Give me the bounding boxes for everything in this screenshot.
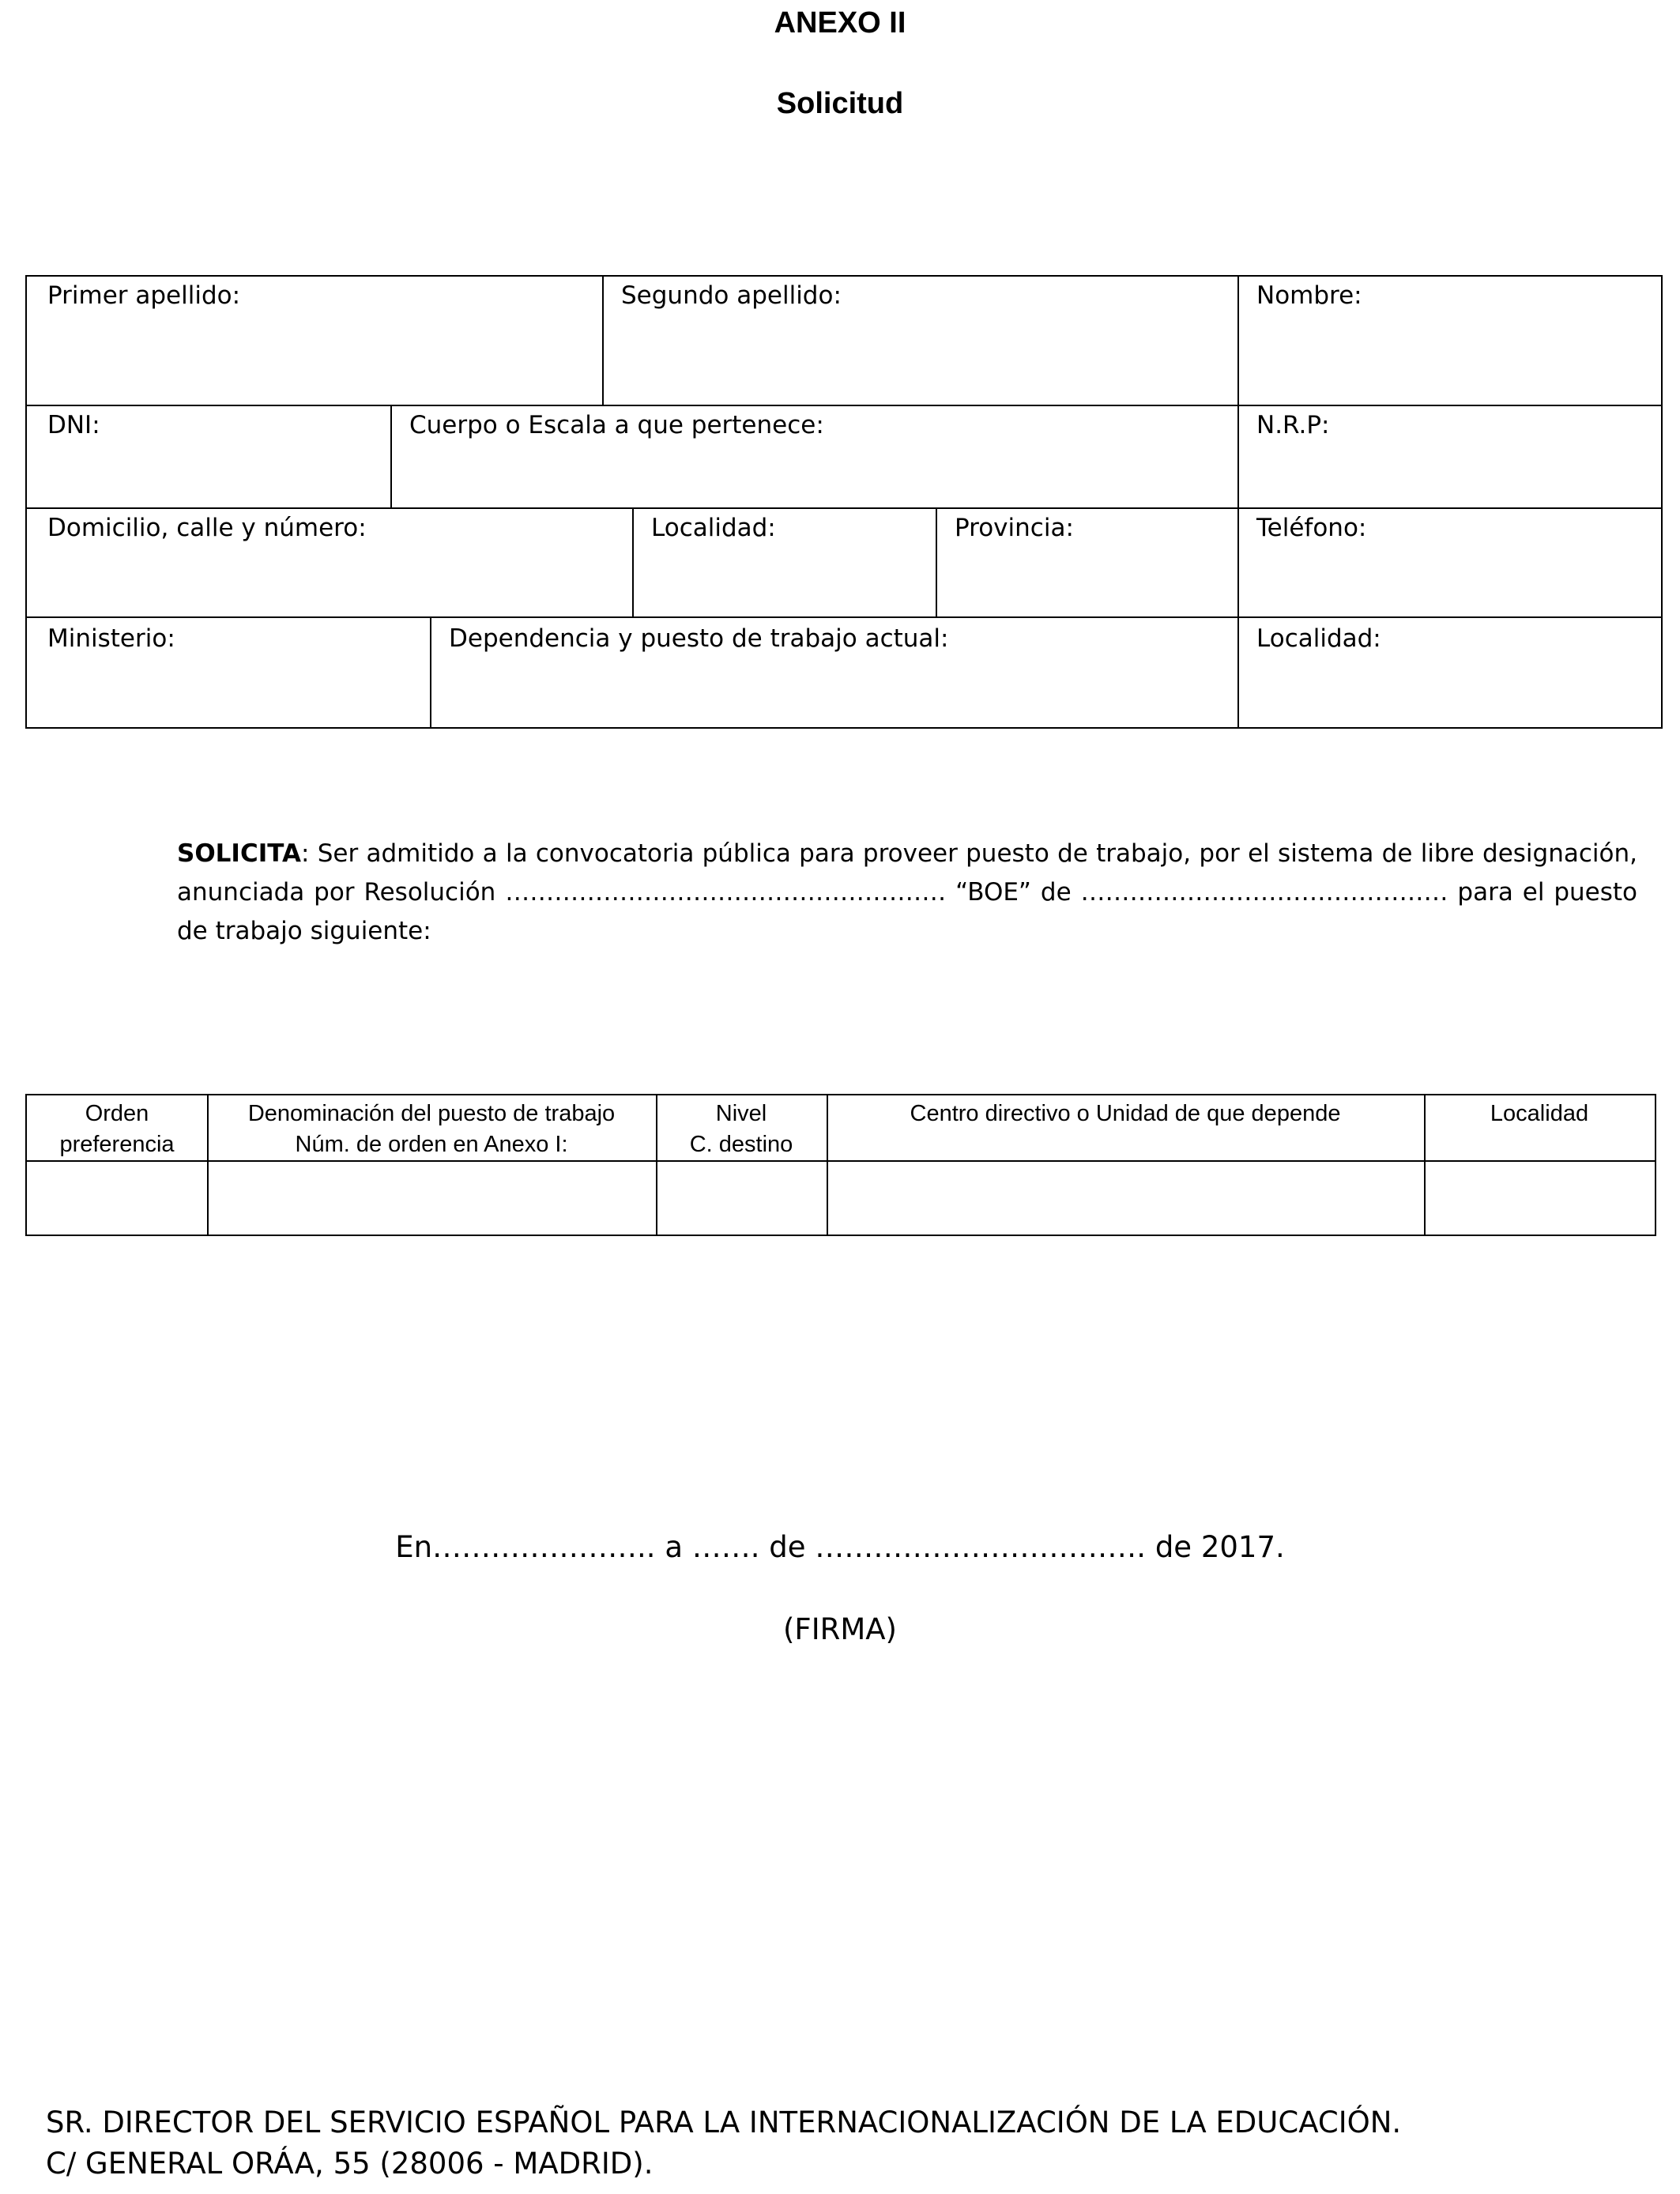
address-field[interactable]: Domicilio, calle y número: xyxy=(47,514,367,542)
col-header-level xyxy=(656,1095,827,1162)
annex-title: ANEXO II xyxy=(774,6,906,40)
row-divider xyxy=(27,507,1661,509)
town-cell[interactable] xyxy=(1426,1162,1655,1235)
col-divider xyxy=(602,277,604,405)
province-field[interactable]: Provincia: xyxy=(955,514,1074,542)
personal-data-form xyxy=(25,275,1663,729)
positions-table xyxy=(25,1094,1656,1236)
col-header-unit: Centro directivo o Unidad de que depende xyxy=(910,1101,1341,1126)
second-surname-field[interactable]: Segundo apellido: xyxy=(621,281,842,310)
nrp-field[interactable]: N.R.P: xyxy=(1256,411,1330,439)
col-header-order-line1: Orden xyxy=(85,1101,149,1126)
first-surname-field[interactable]: Primer apellido: xyxy=(47,281,241,310)
order-cell[interactable] xyxy=(27,1162,207,1235)
addressee-line: SR. DIRECTOR DEL SERVICIO ESPAÑOL PARA LA INTERNACIONALIZACIÓN DE LA EDUCACIÓN. xyxy=(46,2105,1402,2139)
row-divider xyxy=(27,616,1661,618)
corps-field[interactable]: Cuerpo o Escala a que pertenece: xyxy=(409,411,824,439)
col-header-level-line2: C. destino xyxy=(689,1132,793,1157)
place-date-line: En………………….. a ……. de ……………………………. de 2017. xyxy=(395,1530,1285,1564)
current-town-field[interactable]: Localidad: xyxy=(1256,624,1381,653)
row-divider xyxy=(27,405,1661,406)
col-divider xyxy=(632,507,634,616)
dni-field[interactable]: DNI: xyxy=(47,411,100,439)
col-divider xyxy=(1237,277,1239,727)
phone-field[interactable]: Teléfono: xyxy=(1256,514,1367,542)
col-header-position-line1: Denominación del puesto de trabajo xyxy=(247,1101,616,1126)
request-text: : Ser admitido a la convocatoria pública para proveer puesto de trabajo, por el sistema de libre designación, anunciada por Resolución ……………………………………………… “BOE” de ……………………………………… para el puesto de trabajo siguiente: xyxy=(177,839,1637,945)
ministry-field[interactable]: Ministerio: xyxy=(47,624,175,653)
col-divider xyxy=(390,405,392,507)
col-header-order-line2: preferencia xyxy=(59,1132,175,1157)
col-header-order xyxy=(27,1095,207,1162)
name-field[interactable]: Nombre: xyxy=(1256,281,1362,310)
address-line: C/ GENERAL ORÁA, 55 (28006 - MADRID). xyxy=(46,2147,654,2181)
document-subtitle: Solicitud xyxy=(776,87,904,120)
level-cell[interactable] xyxy=(657,1162,827,1235)
request-label: SOLICITA xyxy=(177,839,301,868)
request-paragraph xyxy=(177,835,1637,951)
col-header-level-line1: Nivel xyxy=(715,1101,767,1126)
col-header-position xyxy=(207,1095,656,1162)
col-header-position-line2: Núm. de orden en Anexo I: xyxy=(295,1132,568,1157)
signature-label: (FIRMA) xyxy=(782,1612,897,1646)
col-header-town: Localidad xyxy=(1490,1101,1589,1126)
town-field[interactable]: Localidad: xyxy=(651,514,776,542)
position-cell[interactable] xyxy=(209,1162,656,1235)
col-divider xyxy=(936,507,937,616)
current-post-field[interactable]: Dependencia y puesto de trabajo actual: xyxy=(449,624,949,653)
unit-cell[interactable] xyxy=(828,1162,1424,1235)
col-divider xyxy=(430,616,431,727)
